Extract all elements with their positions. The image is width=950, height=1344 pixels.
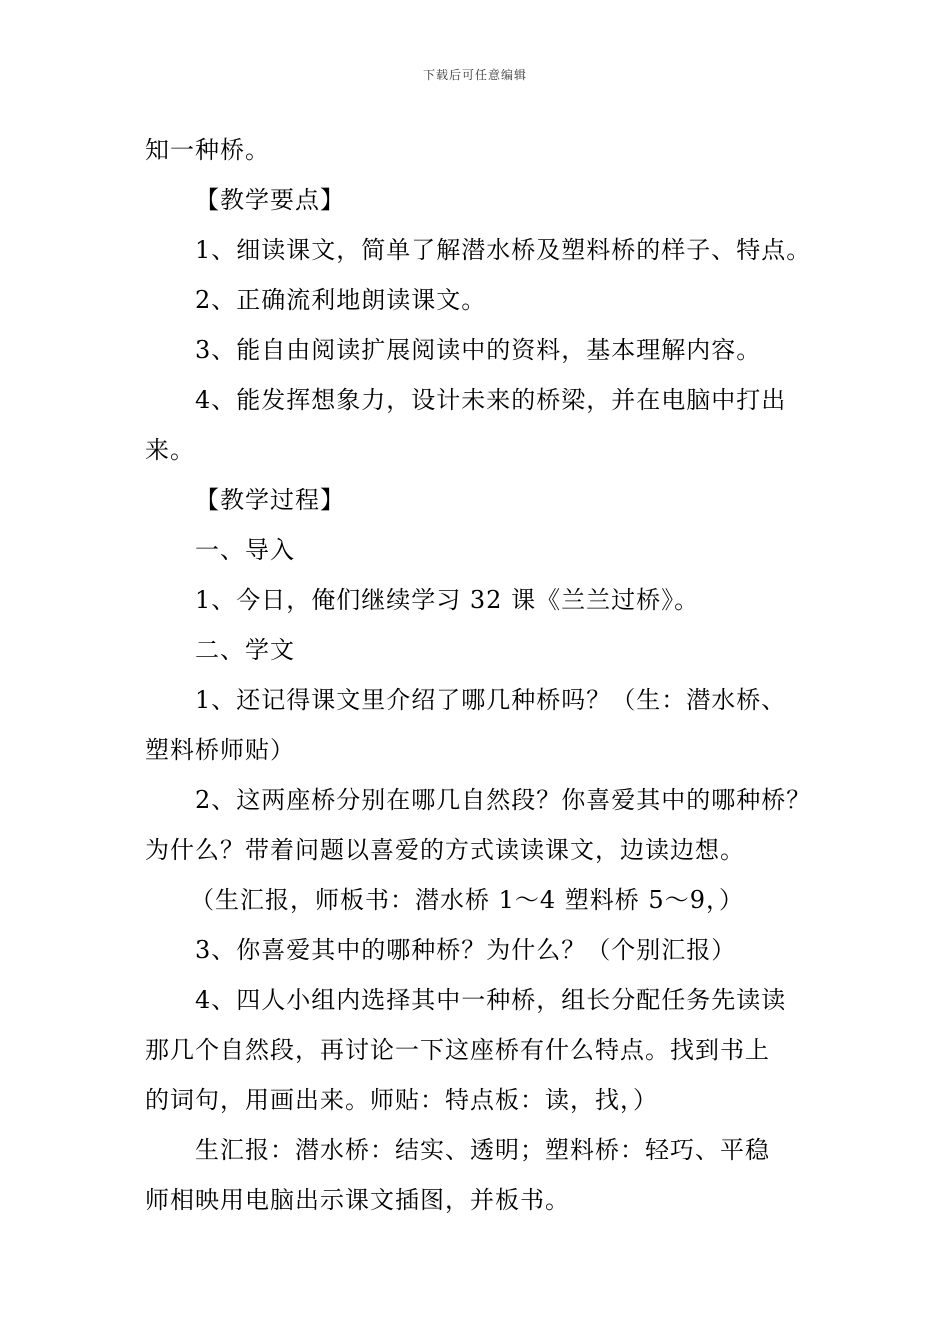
subheading-intro: 一、导入 [195,536,295,564]
text-line: 4、能发挥想象力，设计未来的桥梁，并在电脑中打出 [195,386,787,414]
text-line: 2、这两座桥分别在哪几自然段？你喜爱其中的哪种桥？ [195,786,812,814]
page-header: 下载后可任意编辑 [422,68,527,82]
text-line: 3、你喜爱其中的哪种桥？为什么？（个别汇报） [195,936,737,964]
text-line: 的词句，用画出来。师贴：特点板：读，找，） [145,1086,658,1114]
text-line: 3、能自由阅读扩展阅读中的资料，基本理解内容。 [195,336,762,364]
text-line: 师相映用电脑出示课文插图，并板书。 [145,1186,570,1214]
text-line: 知一种桥。 [145,136,270,164]
text-line: 1、还记得课文里介绍了哪几种桥吗？（生：潜水桥、 [195,686,787,714]
text-line: 塑料桥师贴） [145,736,295,764]
text-line: 1、今日，俺们继续学习 32 课《兰兰过桥》。 [195,586,700,614]
text-line: 生汇报：潜水桥：结实、透明；塑料桥：轻巧、平稳 [195,1136,770,1164]
text-line: 为什么？带着问题以喜爱的方式读读课文，边读边想。 [145,836,745,864]
text-line: 来。 [145,436,195,464]
text-line: 那几个自然段，再讨论一下这座桥有什么特点。找到书上 [145,1036,770,1064]
text-line: 2、正确流利地朗读课文。 [195,286,487,314]
section-heading-process: 【教学过程】 [195,486,345,514]
text-line: 1、细读课文，简单了解潜水桥及塑料桥的样子、特点。 [195,236,812,264]
text-line: 4、四人小组内选择其中一种桥，组长分配任务先读读 [195,986,787,1014]
subheading-study-text: 二、学文 [195,636,295,664]
section-heading-key-points: 【教学要点】 [195,186,345,214]
text-line: （生汇报，师板书：潜水桥 1～4 塑料桥 5～9，） [190,886,744,914]
